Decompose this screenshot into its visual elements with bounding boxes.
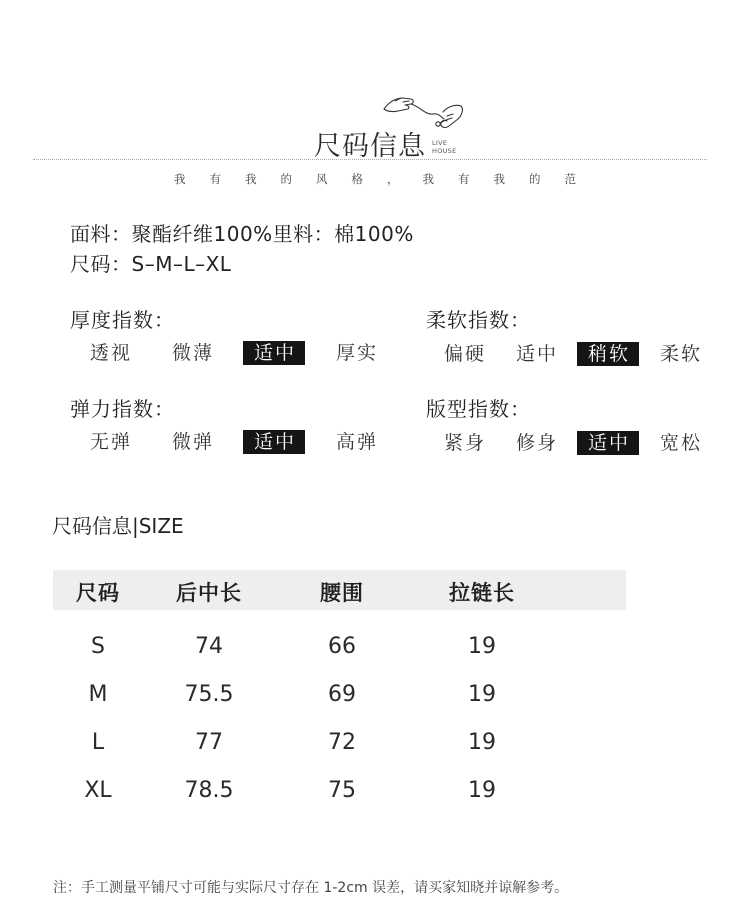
brand-line-2: HOUSE [432,147,457,155]
index-title: 厚度指数： [70,308,175,332]
fit-index [426,393,721,455]
table-cell: 78.5 [184,778,234,803]
brand-line-1: LIVE [432,139,448,147]
page-title: 尺码信息 [314,131,426,162]
table-cell: 66 [328,634,356,659]
slogan-char: 范 [564,172,576,186]
table-cell: 72 [328,730,356,755]
material-line: 面料：聚酯纤维100%里料：棉100% [70,222,414,246]
index-option: 厚实 [335,342,378,364]
index-option: 无弹 [89,431,132,453]
table-cell: XL [84,778,112,803]
slogan-char: 我 [493,172,505,186]
table-cell: 77 [195,730,223,755]
dotted-divider [33,159,707,160]
index-option: 修身 [515,432,558,454]
elasticity-index [70,393,407,454]
table-cell: 74 [195,634,223,659]
slogan-char: ， [387,172,399,186]
index-title: 弹力指数： [70,397,175,421]
softness-index [426,304,721,366]
slogan-char: 有 [458,172,470,186]
column-header-back-length: 后中长 [176,581,242,605]
table-cell: L [91,730,105,755]
measurement-note: 注：手工测量平铺尺寸可能与实际尺寸存在 1-2cm 误差，请买家知晓并谅解参考。 [53,880,569,896]
index-option-selected: 适中 [243,341,305,365]
index-option-selected: 适中 [243,430,305,454]
index-title: 版型指数： [426,397,531,421]
size-section-title: 尺码信息|SIZE [52,514,184,538]
column-header-size: 尺码 [76,581,120,605]
slogan-char: 我 [174,172,186,186]
table-cell: M [88,682,108,707]
index-option: 宽松 [659,432,702,454]
index-option-selected: 稍软 [577,342,639,366]
index-option: 高弹 [335,431,378,453]
slogan-char: 我 [245,172,257,186]
index-option: 微弹 [171,431,214,453]
table-cell: S [91,634,105,659]
slogan-char: 我 [422,172,434,186]
index-option: 柔软 [659,343,702,365]
index-option: 偏硬 [443,343,486,365]
index-title: 柔软指数： [426,308,531,332]
slogan-char: 的 [280,172,292,186]
table-cell: 19 [468,778,496,803]
sizes-line: 尺码：S–M–L–XL [70,252,232,276]
slogan-char: 风 [316,172,328,186]
index-option: 透视 [89,342,132,364]
index-option: 微薄 [171,342,214,364]
table-cell: 19 [468,682,496,707]
index-option: 适中 [515,343,558,365]
table-cell: 19 [468,634,496,659]
slogan [0,171,750,187]
column-header-waist: 腰围 [320,581,364,605]
table-cell: 75.5 [184,682,234,707]
column-header-zipper-length: 拉链长 [449,581,515,605]
table-cell: 75 [328,778,356,803]
thickness-index [70,304,407,365]
table-cell: 69 [328,682,356,707]
index-option-selected: 适中 [577,431,639,455]
slogan-char: 有 [209,172,221,186]
index-option: 紧身 [443,432,486,454]
slogan-char: 格 [351,172,363,186]
brand-mark [432,139,457,155]
table-cell: 19 [468,730,496,755]
slogan-char: 的 [529,172,541,186]
